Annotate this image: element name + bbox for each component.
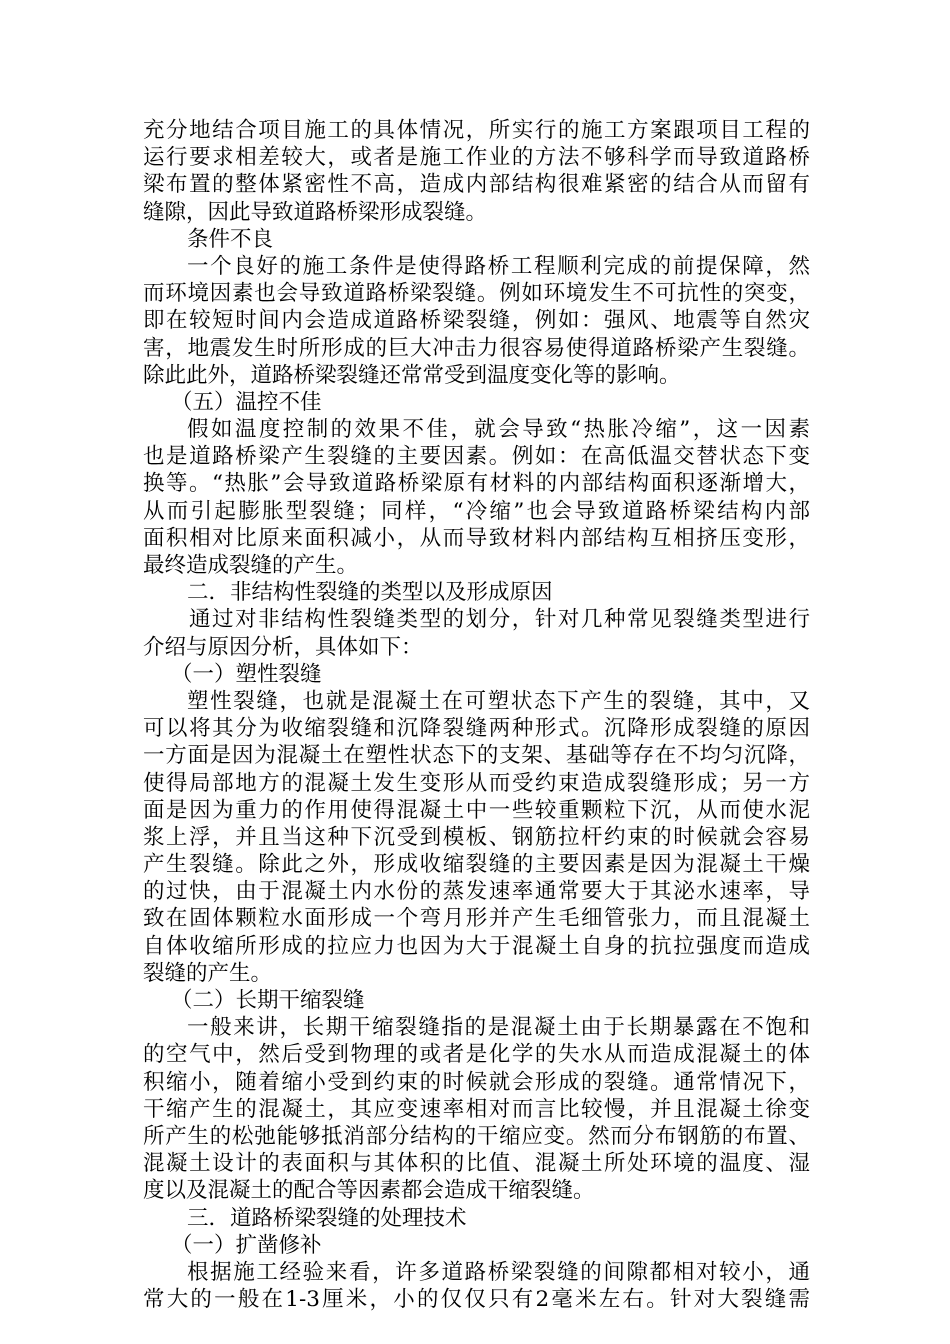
text-line: 根据施工经验来看，许多道路桥梁裂缝的间隙都相对较小，通 — [187, 1259, 810, 1285]
text-line: 假如温度控制的效果不佳，就会导致“热胀冷缩”，这一因素 — [187, 417, 810, 443]
text-line: 可以将其分为收缩裂缝和沉降裂缝两种形式。沉降形成裂缝的原因 — [143, 716, 810, 742]
text-line: 自体收缩所形成的拉应力也因为大于混凝土自身的抗拉强度而造成 — [143, 933, 810, 959]
text-line: 通过对非结构性裂缝类型的划分，针对几种常见裂缝类型进行 — [189, 607, 810, 633]
text-line: 干缩产生的混凝土，其应变速率相对而言比较慢，并且混凝土徐变 — [143, 1096, 810, 1122]
text-line: 一个良好的施工条件是使得路桥工程顺利完成的前提保障，然 — [187, 253, 810, 279]
text-line: 一般来讲，长期干缩裂缝指的是混凝土由于长期暴露在不饱和 — [187, 1015, 810, 1041]
text-line: 裂缝的产生。 — [143, 960, 273, 986]
text-line: 从而引起膨胀型裂缝；同样，“冷缩”也会导致道路桥梁结构内部 — [143, 498, 810, 524]
body-text — [143, 117, 810, 1313]
text-line: 度以及混凝土的配合等因素都会造成干缩裂缝。 — [143, 1178, 595, 1204]
text-line: 害，地震发生时所形成的巨大冲击力很容易使得道路桥梁产生裂缝。 — [143, 335, 810, 361]
text-line: 的空气中，然后受到物理的或者是化学的失水从而造成混凝土的体 — [143, 1042, 810, 1068]
text-line: 即在较短时间内会造成道路桥梁裂缝，例如：强风、地震等自然灾 — [143, 308, 810, 334]
text-line: 混凝土设计的表面积与其体积的比值、混凝土所处环境的温度、湿 — [143, 1151, 810, 1177]
text-line: 缝隙，因此导致道路桥梁形成裂缝。 — [143, 199, 488, 225]
text-line: 产生裂缝。除此之外，形成收缩裂缝的主要因素是因为混凝土干燥 — [143, 852, 810, 878]
text-line: 运行要求相差较大，或者是施工作业的方法不够科学而导致道路桥 — [143, 145, 810, 171]
text-line: 除此此外，道路桥梁裂缝还常常受到温度变化等的影响。 — [143, 362, 681, 388]
text-line: 一方面是因为混凝土在塑性状态下的支架、基础等存在不均匀沉降， — [143, 743, 810, 769]
text-line: 最终造成裂缝的产生。 — [143, 553, 359, 578]
text-line: 常大的一般在1-3厘米，小的仅仅只有2毫米左右。针对大裂缝需 — [143, 1287, 810, 1313]
section-heading: 三．道路桥梁裂缝的处理技术 — [187, 1205, 467, 1231]
text-line: 梁布置的整体紧密性不高，造成内部结构很难紧密的结合从而留有 — [143, 172, 810, 198]
section-heading: 二．非结构性裂缝的类型以及形成原因 — [187, 580, 553, 606]
text-line: 换等。“热胀”会导致道路桥梁原有材料的内部结构面积逐渐增大， — [143, 471, 810, 497]
text-line: 介绍与原因分析，具体如下： — [143, 634, 423, 660]
text-line: 面是因为重力的作用使得混凝土中一些较重颗粒下沉，从而使水泥 — [143, 797, 810, 823]
text-line: 面积相对比原来面积减小，从而导致材料内部结构互相挤压变形， — [143, 525, 810, 551]
text-line: 所产生的松弛能够抵消部分结构的干缩应变。然而分布钢筋的布置、 — [143, 1123, 810, 1149]
text-line: 也是道路桥梁产生裂缝的主要因素。例如：在高低温交替状态下变 — [143, 444, 810, 470]
text-line: 而环境因素也会导致道路桥梁裂缝。例如环境发生不可抗性的突变， — [143, 281, 810, 307]
section-heading: 条件不良 — [187, 226, 274, 252]
section-heading: （一）塑性裂缝 — [171, 661, 322, 687]
text-line: 浆上浮，并且当这种下沉受到模板、钢筋拉杆约束的时候就会容易 — [143, 824, 810, 850]
text-line: 积缩小，随着缩小受到约束的时候就会形成的裂缝。通常情况下， — [143, 1069, 810, 1095]
text-line: 致在固体颗粒水面形成一个弯月形并产生毛细管张力，而且混凝土 — [143, 906, 810, 932]
text-line: 充分地结合项目施工的具体情况，所实行的施工方案跟项目工程的 — [143, 118, 810, 143]
text-line: 的过快，由于混凝土内水份的蒸发速率通常要大于其泌水速率，导 — [143, 879, 810, 905]
section-heading: （一）扩凿修补 — [171, 1232, 322, 1258]
text-line: 塑性裂缝，也就是混凝土在可塑状态下产生的裂缝，其中，又 — [187, 688, 810, 714]
text-line: 使得局部地方的混凝土发生变形从而受约束造成裂缝形成；另一方 — [143, 770, 810, 796]
section-heading: （二）长期干缩裂缝 — [171, 988, 365, 1013]
section-heading: （五）温控不佳 — [171, 389, 322, 415]
